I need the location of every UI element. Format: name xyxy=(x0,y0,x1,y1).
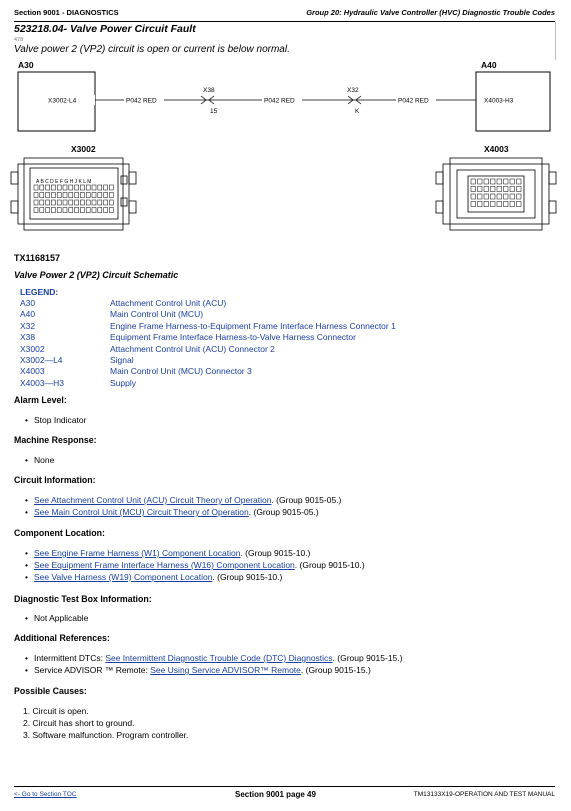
connector-pin xyxy=(57,193,61,198)
circuit-suffix: . (Group 9015-05.) xyxy=(248,507,319,517)
connector-pin xyxy=(98,208,102,213)
connector-pin xyxy=(471,179,476,184)
component-link-w16[interactable]: See Equipment Frame Interface Harness (W16) Component Location xyxy=(33,560,295,570)
connector-pin xyxy=(109,193,113,198)
connector-pin xyxy=(63,208,67,213)
alarm-heading: Alarm Level: xyxy=(14,395,67,405)
connector-pin xyxy=(497,194,502,199)
connector-pin xyxy=(504,202,509,207)
connector-pin xyxy=(484,194,489,199)
connector-pin xyxy=(40,200,44,205)
circuit-item xyxy=(25,507,319,517)
connector-pin xyxy=(69,185,73,190)
connector-pin xyxy=(109,185,113,190)
component-link-w19[interactable]: See Valve Harness (W19) Component Location xyxy=(33,572,213,582)
section-header: Section 9001 - DIAGNOSTICS xyxy=(14,8,119,17)
connector-pin xyxy=(104,185,108,190)
connector-pin xyxy=(491,187,496,192)
right-box-label: A40 xyxy=(481,60,497,70)
left-pin-label: X3002-L4 xyxy=(48,97,77,105)
connector-pin xyxy=(98,193,102,198)
component-item xyxy=(25,548,310,558)
wire-label-1: P042 RED xyxy=(126,97,157,105)
group-header: Group 20: Hydraulic Valve Controller (HVC) Diagnostic Trouble Codes xyxy=(306,8,555,17)
connector-pin xyxy=(80,193,84,198)
connector-pin xyxy=(51,185,55,190)
connector-pin xyxy=(46,193,50,198)
connector-pin xyxy=(92,208,96,213)
legend-desc: Signal xyxy=(110,354,134,365)
connector-pin xyxy=(80,208,84,213)
connector-pin xyxy=(63,185,67,190)
x4003-pin-grid xyxy=(471,179,521,207)
legend-title: LEGEND: xyxy=(20,287,59,297)
connector-pin xyxy=(517,202,522,207)
connector-pin xyxy=(510,194,515,199)
x4003-label: X4003 xyxy=(484,144,509,154)
connector-pin xyxy=(69,200,73,205)
connector-pin xyxy=(92,200,96,205)
tiny-number: 478 xyxy=(14,37,24,43)
connector-pin xyxy=(491,202,496,207)
connector-pin xyxy=(57,200,61,205)
connector-pin xyxy=(92,185,96,190)
testbox-item: • Not Applicable xyxy=(25,613,88,623)
machine-item: • None xyxy=(25,455,54,465)
circuit-suffix: . (Group 9015-05.) xyxy=(271,495,342,505)
connector-pin xyxy=(51,208,55,213)
cause-item: 2. Circuit has short to ground. xyxy=(23,718,135,728)
connector-pin xyxy=(497,187,502,192)
legend-desc: Supply xyxy=(110,377,136,388)
connector-pin xyxy=(471,187,476,192)
additional-prefix: Service ADVISOR ™ Remote: xyxy=(33,665,151,675)
connector-pin xyxy=(497,179,502,184)
connector-pin xyxy=(51,193,55,198)
additional-item xyxy=(25,665,371,675)
machine-heading: Machine Response: xyxy=(14,435,97,445)
connector-pin xyxy=(471,202,476,207)
page-number: Section 9001 page 49 xyxy=(235,790,316,799)
connector-pin xyxy=(46,200,50,205)
connector-pin xyxy=(40,185,44,190)
legend-desc: Engine Frame Harness-to-Equipment Frame Interface Harness Connector 1 xyxy=(110,320,396,331)
connector-pin xyxy=(57,208,61,213)
legend-code: X4003 xyxy=(20,366,45,377)
connector-pin xyxy=(63,200,67,205)
additional-suffix: . (Group 9015-15.) xyxy=(332,653,403,663)
additional-item xyxy=(25,653,402,663)
figure-id: TX1168157 xyxy=(14,253,61,263)
connector-pin xyxy=(80,200,84,205)
connector-pin xyxy=(491,194,496,199)
connector-pin xyxy=(109,208,113,213)
legend-code: X32 xyxy=(20,320,36,331)
intermittent-dtc-link[interactable]: See Intermittent Diagnostic Trouble Code (DTC) Diagnostics xyxy=(105,653,333,663)
connector-pin xyxy=(46,208,50,213)
x3002-pin-letters: A B C D E F G H J K L M xyxy=(36,179,92,185)
causes-heading: Possible Causes: xyxy=(14,686,87,696)
component-suffix: . (Group 9015-10.) xyxy=(294,560,365,570)
connector-pin xyxy=(75,185,79,190)
connector-pin xyxy=(510,187,515,192)
legend-code: X4003—H3 xyxy=(20,377,64,388)
connector-pin xyxy=(484,202,489,207)
connector-pin xyxy=(98,185,102,190)
connector-pin xyxy=(517,179,522,184)
connector-pin xyxy=(471,194,476,199)
legend-code: X3002—L4 xyxy=(20,354,63,365)
x32-pin: K xyxy=(355,108,360,115)
margin-rule xyxy=(555,22,556,60)
wire-label-2: P042 RED xyxy=(264,97,295,105)
connector-pin xyxy=(51,200,55,205)
right-pin-label: X4003-H3 xyxy=(484,97,514,105)
connector-pin xyxy=(34,193,38,198)
cause-item: 3. Software malfunction. Program controller. xyxy=(23,730,189,740)
circuit-item xyxy=(25,495,341,505)
connector-pin xyxy=(109,200,113,205)
circuit-heading: Circuit Information: xyxy=(14,475,96,485)
x3002-connector-drawing xyxy=(11,158,136,230)
x3002-label: X3002 xyxy=(71,144,96,154)
circuit-schematic xyxy=(0,56,571,268)
page-title: 523218.04- Valve Power Circuit Fault xyxy=(14,23,196,35)
cause-item: 1. Circuit is open. xyxy=(23,706,89,716)
connector-pin xyxy=(69,208,73,213)
connector-pin xyxy=(484,179,489,184)
component-heading: Component Location: xyxy=(14,528,105,538)
wire-label-3: P042 RED xyxy=(398,97,429,105)
connector-pin xyxy=(478,202,483,207)
legend-desc: Attachment Control Unit (ACU) xyxy=(110,298,227,308)
connector-pin xyxy=(517,187,522,192)
connector-pin xyxy=(510,202,515,207)
legend-desc: Main Control Unit (MCU) xyxy=(110,309,204,320)
connector-pin xyxy=(478,179,483,184)
additional-prefix: Intermittent DTCs: xyxy=(33,653,106,663)
connector-pin xyxy=(504,194,509,199)
connector-pin xyxy=(69,193,73,198)
connector-pin xyxy=(80,185,84,190)
connector-pin xyxy=(497,202,502,207)
connector-pin xyxy=(86,185,90,190)
alarm-item: • Stop Indicator xyxy=(25,415,86,425)
footer-divider xyxy=(14,786,555,787)
connector-pin xyxy=(484,187,489,192)
x4003-connector-drawing xyxy=(436,158,556,230)
connector-pin xyxy=(504,179,509,184)
component-link-w1[interactable]: See Engine Frame Harness (W1) Component Location xyxy=(33,548,241,558)
connector-pin xyxy=(34,208,38,213)
testbox-heading: Diagnostic Test Box Information: xyxy=(14,594,152,604)
component-suffix: . (Group 9015-10.) xyxy=(240,548,311,558)
connector-pin xyxy=(40,208,44,213)
connector-pin xyxy=(86,208,90,213)
page-subtitle: Valve power 2 (VP2) circuit is open or current is below normal. xyxy=(14,44,290,55)
left-box-label: A30 xyxy=(18,60,34,70)
header-divider xyxy=(14,21,555,22)
connector-pin xyxy=(75,193,79,198)
x38-label: X38 xyxy=(203,87,215,94)
component-suffix: . (Group 9015-10.) xyxy=(212,572,283,582)
x32-label: X32 xyxy=(347,87,359,94)
connector-pin xyxy=(478,194,483,199)
connector-pin xyxy=(98,200,102,205)
circuit-link-mcu[interactable]: See Main Control Unit (MCU) Circuit Theory of Operation xyxy=(33,507,249,517)
connector-pin xyxy=(63,193,67,198)
connector-pin xyxy=(75,208,79,213)
circuit-link-acu[interactable]: See Attachment Control Unit (ACU) Circuit Theory of Operation xyxy=(33,495,272,505)
service-advisor-link[interactable]: See Using Service ADVISOR™ Remote xyxy=(150,665,301,675)
connector-pin xyxy=(75,200,79,205)
x38-pin: 15 xyxy=(210,108,218,115)
connector-pin xyxy=(517,194,522,199)
connector-pin xyxy=(504,187,509,192)
connector-pin xyxy=(40,193,44,198)
connector-pin xyxy=(491,179,496,184)
connector-pin xyxy=(86,193,90,198)
connector-pin xyxy=(510,179,515,184)
connector-pin xyxy=(86,200,90,205)
legend-desc: Main Control Unit (MCU) Connector 3 xyxy=(110,366,252,377)
x3002-pin-grid xyxy=(34,185,113,213)
additional-heading: Additional References: xyxy=(14,633,110,643)
legend-code: A30 xyxy=(20,298,36,308)
connector-pin xyxy=(104,200,108,205)
legend-code: X3002 xyxy=(20,343,45,354)
schematic-caption: Valve Power 2 (VP2) Circuit Schematic xyxy=(14,270,179,280)
component-item xyxy=(25,560,365,570)
connector-pin xyxy=(104,193,108,198)
connector-pin xyxy=(478,187,483,192)
connector-pin xyxy=(92,193,96,198)
connector-pin xyxy=(46,185,50,190)
additional-suffix: . (Group 9015-15.) xyxy=(300,665,371,675)
legend-desc: Equipment Frame Interface Harness-to-Valve Harness Connector xyxy=(110,332,356,343)
legend-code: A40 xyxy=(20,309,36,320)
section-toc-link[interactable]: <- Go to Section TOC xyxy=(14,791,77,798)
legend-code: X38 xyxy=(20,332,36,343)
manual-title: TM13133X19-OPERATION AND TEST MANUAL xyxy=(413,791,555,798)
connector-pin xyxy=(34,185,38,190)
connector-pin xyxy=(104,208,108,213)
connector-pin xyxy=(57,185,61,190)
legend-desc: Attachment Control Unit (ACU) Connector 2 xyxy=(110,343,275,354)
component-item xyxy=(25,572,282,582)
connector-pin xyxy=(34,200,38,205)
